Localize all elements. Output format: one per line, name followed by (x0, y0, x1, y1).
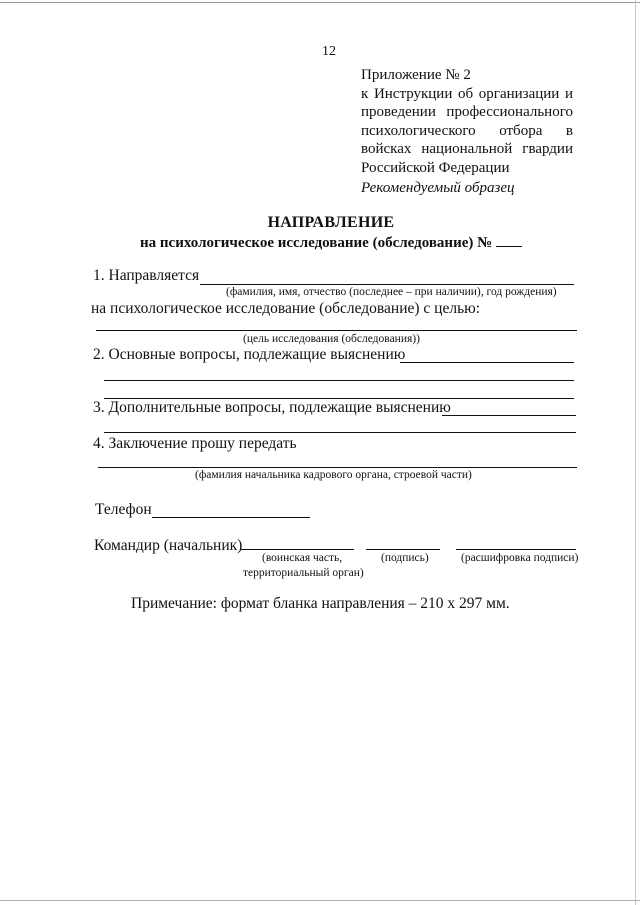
fio-hint: (фамилия, имя, отчество (последнее – при наличии), год рождения) (226, 286, 557, 298)
item3-label: 3. Дополнительные вопросы, подлежащие выяснению (93, 399, 451, 416)
phone-blank-line (152, 517, 310, 518)
document-subtitle (140, 234, 522, 252)
scan-edge-right (635, 0, 636, 905)
format-note: Примечание: формат бланка направления – 210 х 297 мм. (131, 595, 510, 612)
sample-label: Рекомендуемый образец (361, 180, 515, 196)
item4-label: 4. Заключение прошу передать (93, 435, 297, 452)
page-number: 12 (322, 44, 336, 59)
main-questions-line-1 (400, 362, 574, 363)
document-title: НАПРАВЛЕНИЕ (267, 214, 395, 231)
appendix-word: Инструкции (373, 85, 453, 102)
appendix-line (361, 85, 573, 104)
number-blank-line (496, 234, 522, 247)
unit-hint-line-2: территориальный орган) (243, 567, 364, 579)
extra-questions-line-2 (104, 432, 576, 433)
phone-label: Телефон (95, 501, 152, 518)
item1-label: 1. Направляется (93, 267, 200, 284)
appendix-word: и (564, 85, 573, 102)
appendix-word: национальной (421, 141, 513, 157)
appendix-word: Российской Федерации (361, 159, 510, 176)
appendix-word: профессионального (446, 104, 573, 120)
extra-questions-line-1 (442, 415, 576, 416)
subtitle-text: на психологическое исследование (обследование) № (140, 235, 493, 251)
signature-hint: (подпись) (381, 552, 429, 564)
appendix-word: организации (478, 85, 560, 102)
appendix-word: психологического (361, 122, 476, 139)
unit-hint-line-1: (воинская часть, (262, 552, 343, 564)
signature-decode-blank-line (456, 549, 576, 550)
scan-edge-top (0, 2, 640, 3)
item2-label: 2. Основные вопросы, подлежащие выяснению (93, 346, 406, 363)
purpose-hint: (цель исследования (обследования)) (243, 333, 420, 345)
appendix-word: проведении (361, 104, 436, 120)
appendix-line (361, 122, 573, 141)
appendix-word: к (361, 85, 369, 102)
appendix-title: Приложение № 2 (361, 67, 471, 83)
appendix-word: отбора (499, 122, 543, 139)
appendix-word: гвардии (522, 141, 573, 157)
appendix-line (361, 140, 573, 159)
purpose-blank-line (96, 330, 577, 331)
main-questions-line-2 (104, 380, 574, 381)
scan-edge-bottom (0, 900, 640, 901)
recipient-blank-line (98, 467, 577, 468)
unit-blank-line (240, 549, 354, 550)
signature-blank-line (366, 549, 440, 550)
appendix-word: об (458, 85, 474, 102)
appendix-word: в (565, 122, 573, 139)
appendix-block (361, 66, 573, 177)
fio-blank-line (200, 284, 574, 285)
appendix-line (361, 159, 573, 178)
appendix-word: войсках (361, 141, 412, 157)
signature-decode-hint: (расшифровка подписи) (461, 552, 579, 564)
appendix-line (361, 103, 573, 122)
item1-continuation: на психологическое исследование (обследование) с целью: (91, 300, 481, 317)
commander-label: Командир (начальник) (94, 537, 243, 554)
recipient-hint: (фамилия начальника кадрового органа, строевой части) (195, 469, 472, 481)
